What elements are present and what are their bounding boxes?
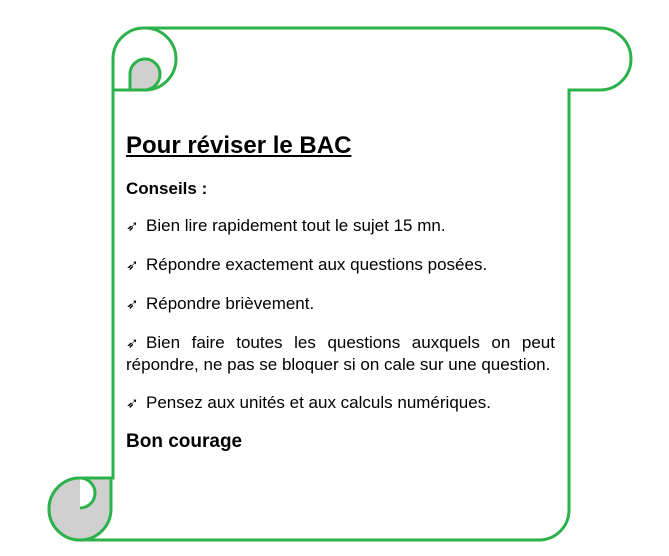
scroll-content: [126, 131, 555, 453]
tip-text: Répondre brièvement.: [146, 294, 315, 313]
advice-heading: Conseils :: [126, 179, 208, 198]
tip-item: [126, 392, 555, 414]
pointing-arrow-icon: ➶: [126, 335, 139, 352]
pointing-arrow-icon: ➶: [126, 395, 139, 412]
tip-text: Pensez aux unités et aux calculs numériques.: [146, 393, 491, 412]
tip-text: Répondre exactement aux questions posées.: [146, 255, 488, 274]
tip-text: Bien lire rapidement tout le sujet 15 mn.: [146, 216, 446, 235]
closing-message: Bon courage: [126, 431, 243, 452]
tip-item: [126, 254, 555, 276]
pointing-arrow-icon: ➶: [126, 296, 139, 313]
tip-text: Bien faire toutes les questions auxquels on peut répondre, ne pas se bloquer si on cale sur une question.: [126, 333, 555, 374]
page-title: Pour réviser le BAC: [126, 132, 352, 159]
tip-item: [126, 293, 555, 315]
tip-item: [126, 332, 555, 375]
top-curl-shade: [130, 59, 160, 90]
pointing-arrow-icon: ➶: [126, 257, 139, 274]
pointing-arrow-icon: ➶: [126, 218, 139, 235]
tip-item: [126, 215, 555, 237]
